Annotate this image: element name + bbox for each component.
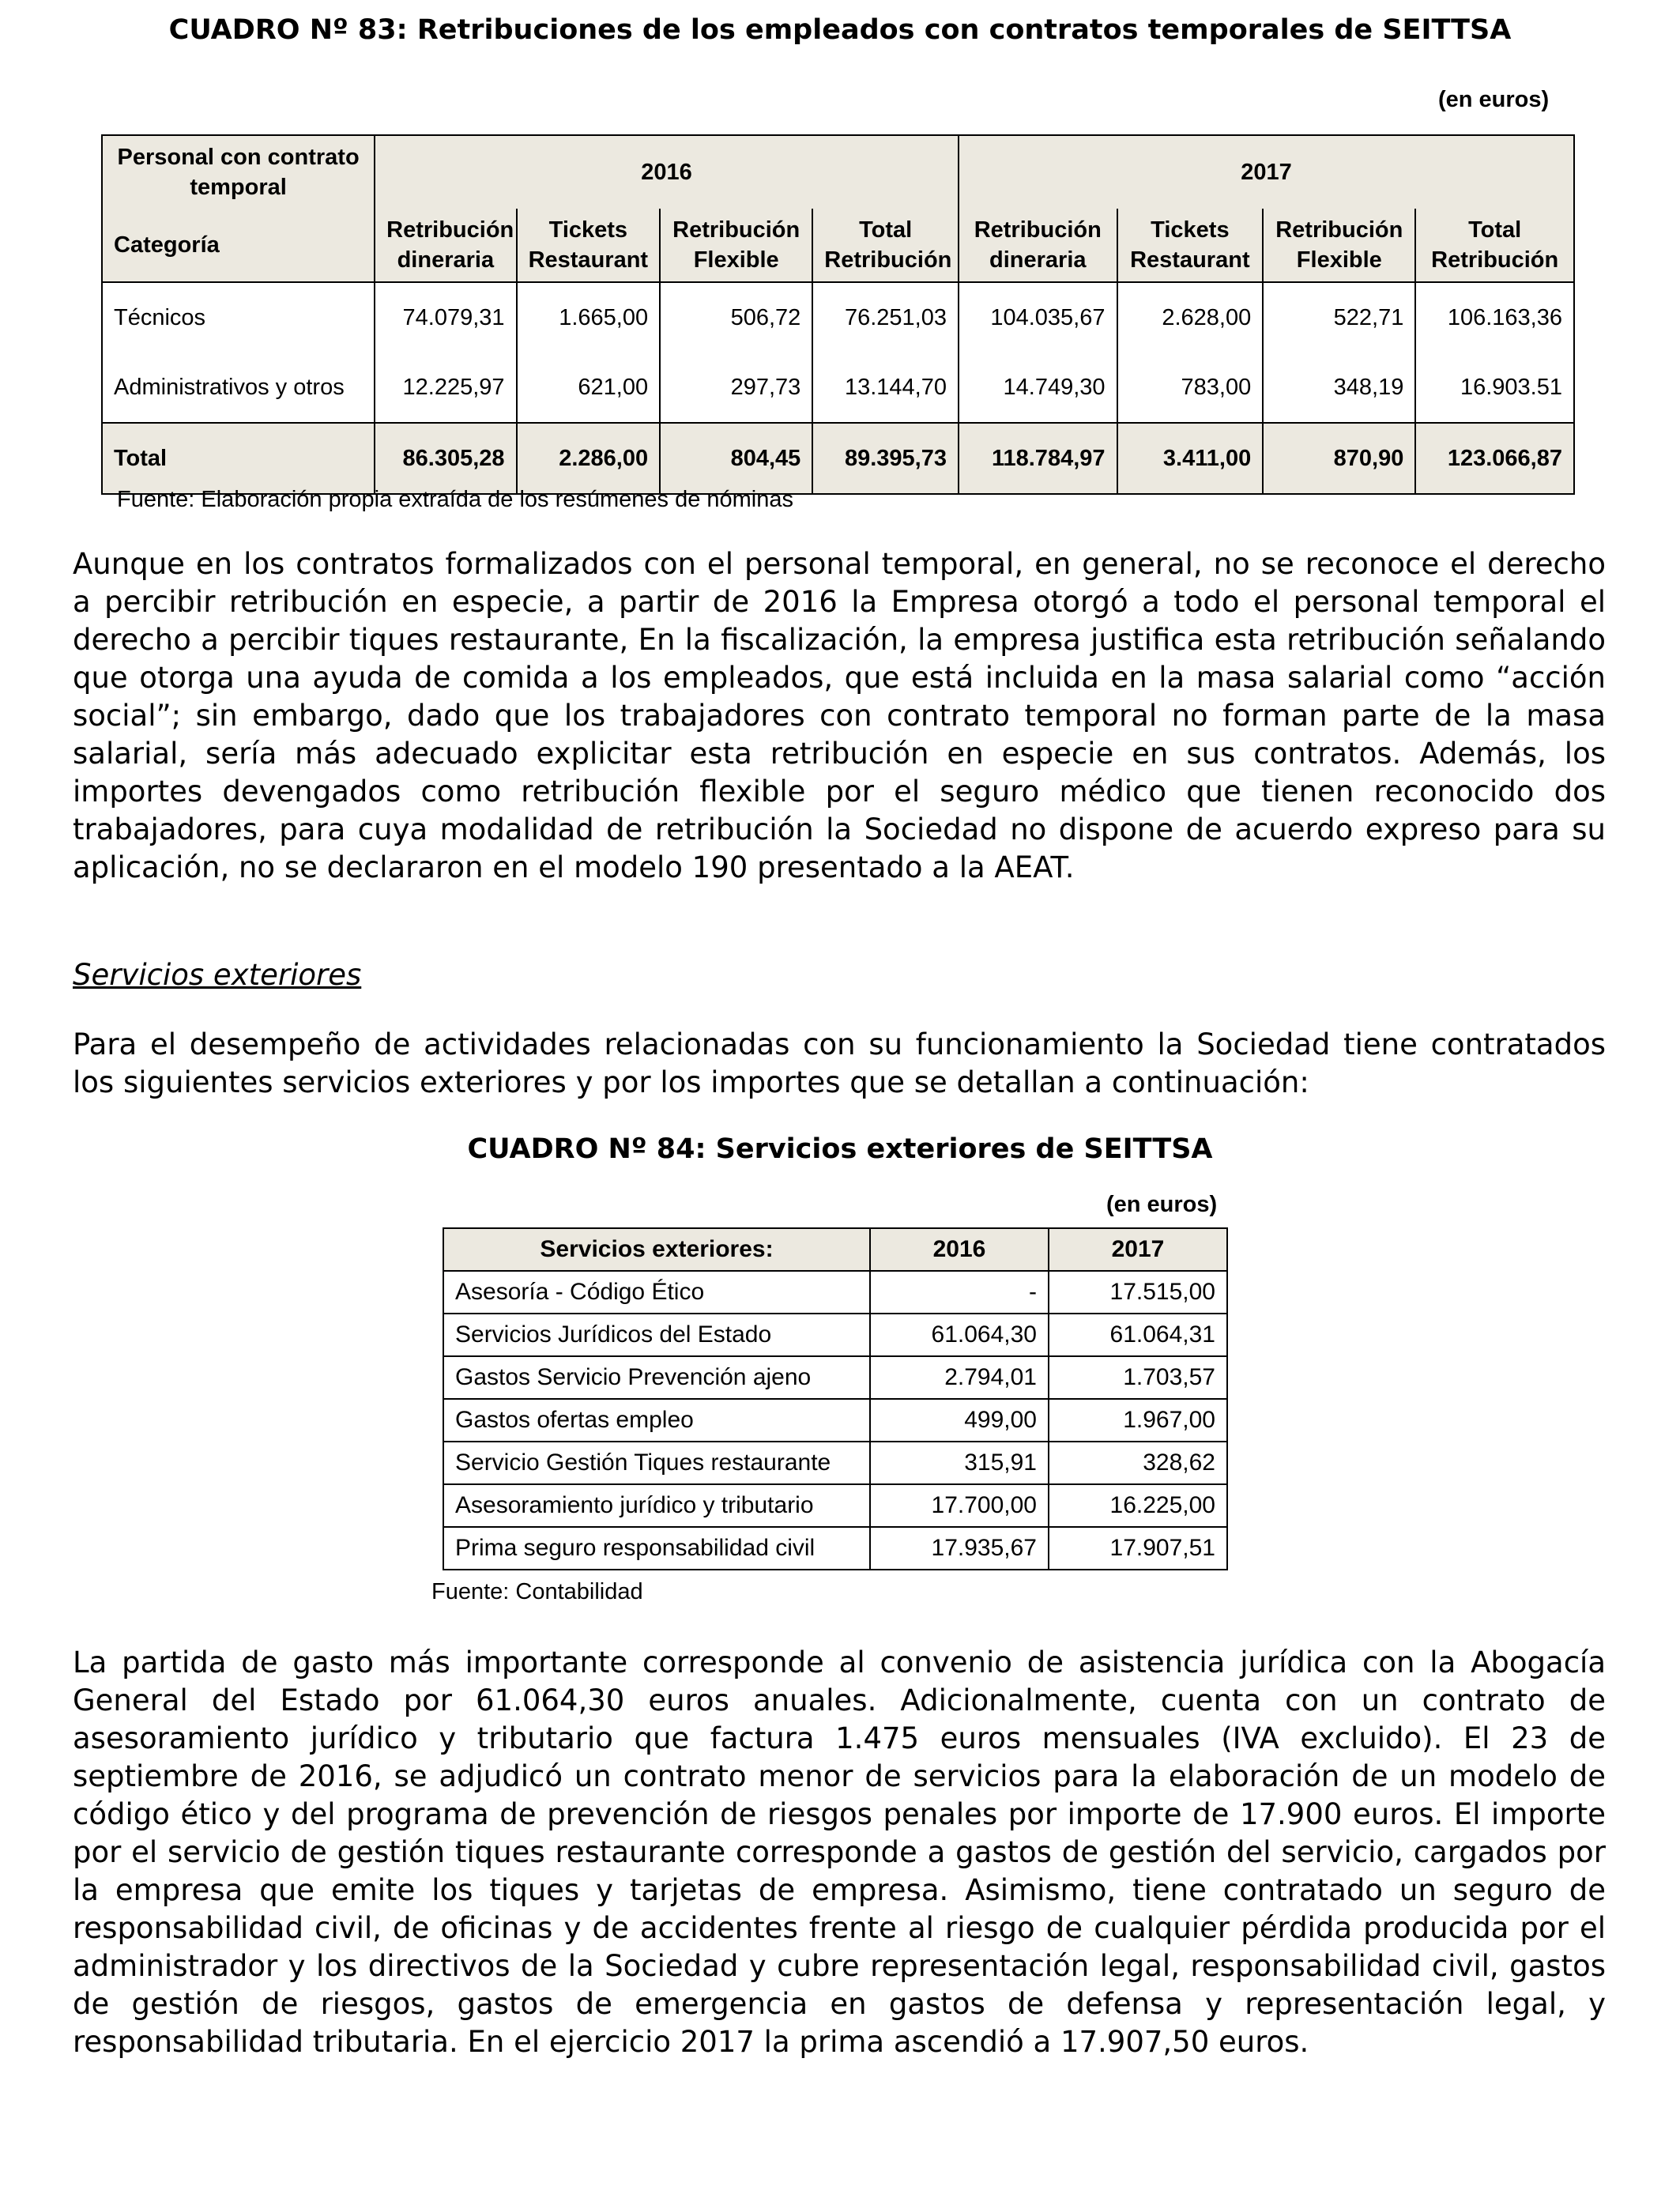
table-row [443, 1356, 1227, 1399]
table-cell: 61.064,31 [1049, 1314, 1227, 1356]
table-cell: 13.144,70 [812, 352, 959, 423]
section-heading: Servicios exteriores [73, 958, 362, 992]
table-cell: 76.251,03 [812, 282, 959, 352]
table-row-total [102, 423, 1574, 494]
table-cell: 17.700,00 [870, 1484, 1049, 1527]
table-cell: 118.784,97 [959, 423, 1117, 494]
table-84-source: Fuente: Contabilidad [431, 1579, 643, 1604]
table-cell: 89.395,73 [812, 423, 959, 494]
row-label: Asesoramiento jurídico y tributario [443, 1484, 870, 1527]
table-cell: 3.411,00 [1117, 423, 1264, 494]
table-83 [101, 134, 1575, 495]
table-cell: 16.903.51 [1415, 352, 1574, 423]
header-2017: 2017 [1049, 1228, 1227, 1271]
table-cell: 522,71 [1263, 282, 1415, 352]
table-row [443, 1314, 1227, 1356]
header-categoria: Categoría [102, 209, 375, 282]
table-cell: 1.967,00 [1049, 1399, 1227, 1442]
col-header: Tickets Restaurant [517, 209, 661, 282]
table-cell: 328,62 [1049, 1442, 1227, 1484]
table-cell: 123.066,87 [1415, 423, 1574, 494]
table-cell: 499,00 [870, 1399, 1049, 1442]
paragraph-2-text: Para el desempeño de actividades relacionadas con su funcionamiento la Sociedad tiene contratados los siguientes servicios exteriores y por los importes que se detallan a continuación: [73, 1027, 1606, 1099]
table-cell: 17.907,51 [1049, 1527, 1227, 1570]
col-header: Retribución dineraria [375, 209, 516, 282]
col-header: Tickets Restaurant [1117, 209, 1264, 282]
table-cell: 804,45 [660, 423, 812, 494]
paragraph-1 [73, 545, 1606, 887]
table-cell: 315,91 [870, 1442, 1049, 1484]
col-header: Retribución Flexible [660, 209, 812, 282]
table-83-units: (en euros) [1438, 87, 1550, 112]
table-84 [443, 1227, 1228, 1570]
table-cell: 870,90 [1263, 423, 1415, 494]
table-row [443, 1484, 1227, 1527]
col-header: Retribución Flexible [1263, 209, 1415, 282]
table-cell: 106.163,36 [1415, 282, 1574, 352]
table-cell: 86.305,28 [375, 423, 516, 494]
paragraph-1-text: Aunque en los contratos formalizados con el personal temporal, en general, no se reconoce el derecho a percibir retribución en especie, a partir de 2016 la Empresa otorgó a todo el personal temporal el derecho a percibir tiques restaurante, En la fiscalización, la empresa justifica esta retribución señalando que otorga una ayuda de comida a los empleados, que está incluida en la masa salarial como “acción social”; sin embargo, dado que los trabajadores con contrato temporal no forman parte de la masa salarial, sería más adecuado explicitar esta retribución en especie en sus contratos. Además, los importes devengados como retribución flexible por el seguro médico que tienen reconocido dos trabajadores, para cuya modalidad de retribución la Sociedad no dispone de acuerdo expreso para su aplicación, no se declararon en el modelo 190 presentado a la AEAT. [73, 547, 1606, 884]
table-cell: 74.079,31 [375, 282, 516, 352]
table-cell: 1.703,57 [1049, 1356, 1227, 1399]
table-cell: 16.225,00 [1049, 1484, 1227, 1527]
col-header: Retribución dineraria [959, 209, 1117, 282]
row-label: Servicio Gestión Tiques restaurante [443, 1442, 870, 1484]
table-cell: 2.794,01 [870, 1356, 1049, 1399]
header-year-2016: 2016 [375, 135, 959, 209]
header-year-2017: 2017 [959, 135, 1574, 209]
table-cell: 2.628,00 [1117, 282, 1264, 352]
row-label: Gastos ofertas empleo [443, 1399, 870, 1442]
header-2016: 2016 [870, 1228, 1049, 1271]
table-84-title: CUADRO Nº 84: Servicios exteriores de SEITTSA [467, 1133, 1213, 1165]
row-label: Total [102, 423, 375, 494]
table-cell: 2.286,00 [517, 423, 661, 494]
row-label: Gastos Servicio Prevención ajeno [443, 1356, 870, 1399]
table-cell: 783,00 [1117, 352, 1264, 423]
row-label: Administrativos y otros [102, 352, 375, 423]
row-label: Asesoría - Código Ético [443, 1271, 870, 1314]
row-label: Servicios Jurídicos del Estado [443, 1314, 870, 1356]
col-header: Total Retribución [1415, 209, 1574, 282]
table-row [443, 1271, 1227, 1314]
col-header: Total Retribución [812, 209, 959, 282]
paragraph-3-text: La partida de gasto más importante corresponde al convenio de asistencia jurídica con la Abogacía General del Estado por 61.064,30 euros anuales. Adicionalmente, cuenta con un contrato de asesoramiento jurídico y tributario que factura 1.475 euros mensuales (IVA excluido). El 23 de septiembre de 2016, se adjudicó un contrato menor de servicios para la elaboración de un modelo de código ético y del programa de prevención de riesgos penales por importe de 17.900 euros. El importe por el servicio de gestión tiques restaurante corresponde a gastos de gestión del servicio, cargados por la empresa que emite los tiques y tarjetas de empresa. Asimismo, tiene contratado un seguro de responsabilidad civil, de oficinas y de accidentes frente al riesgo de cualquier pérdida producida por el administrador y los directivos de la Sociedad y cubre representación legal, responsabilidad civil, gastos de gestión de riesgos, gastos de emergencia en gastos de defensa y representación legal, y responsabilidad tributaria. En el ejercicio 2017 la prima ascendió a 17.907,50 euros. [73, 1646, 1606, 2059]
table-row [102, 282, 1574, 352]
table-83-title: CUADRO Nº 83: Retribuciones de los empleados con contratos temporales de SEITTSA [168, 14, 1512, 46]
table-cell: 12.225,97 [375, 352, 516, 423]
table-cell: - [870, 1271, 1049, 1314]
table-cell: 1.665,00 [517, 282, 661, 352]
header-servicios: Servicios exteriores: [443, 1228, 870, 1271]
table-84-units: (en euros) [1106, 1192, 1218, 1217]
table-cell: 17.515,00 [1049, 1271, 1227, 1314]
table-cell: 297,73 [660, 352, 812, 423]
table-row [443, 1399, 1227, 1442]
table-cell: 14.749,30 [959, 352, 1117, 423]
paragraph-3 [73, 1644, 1606, 2061]
table-row [443, 1442, 1227, 1484]
table-row [443, 1527, 1227, 1570]
table-cell: 104.035,67 [959, 282, 1117, 352]
table-cell: 506,72 [660, 282, 812, 352]
header-personal: Personal con contrato temporal [102, 135, 375, 209]
paragraph-2 [73, 1026, 1606, 1102]
table-cell: 621,00 [517, 352, 661, 423]
row-label: Técnicos [102, 282, 375, 352]
table-cell: 61.064,30 [870, 1314, 1049, 1356]
table-cell: 348,19 [1263, 352, 1415, 423]
table-cell: 17.935,67 [870, 1527, 1049, 1570]
row-label: Prima seguro responsabilidad civil [443, 1527, 870, 1570]
table-row [102, 352, 1574, 423]
table-83-source: Fuente: Elaboración propia extraída de los resúmenes de nóminas [117, 487, 794, 512]
